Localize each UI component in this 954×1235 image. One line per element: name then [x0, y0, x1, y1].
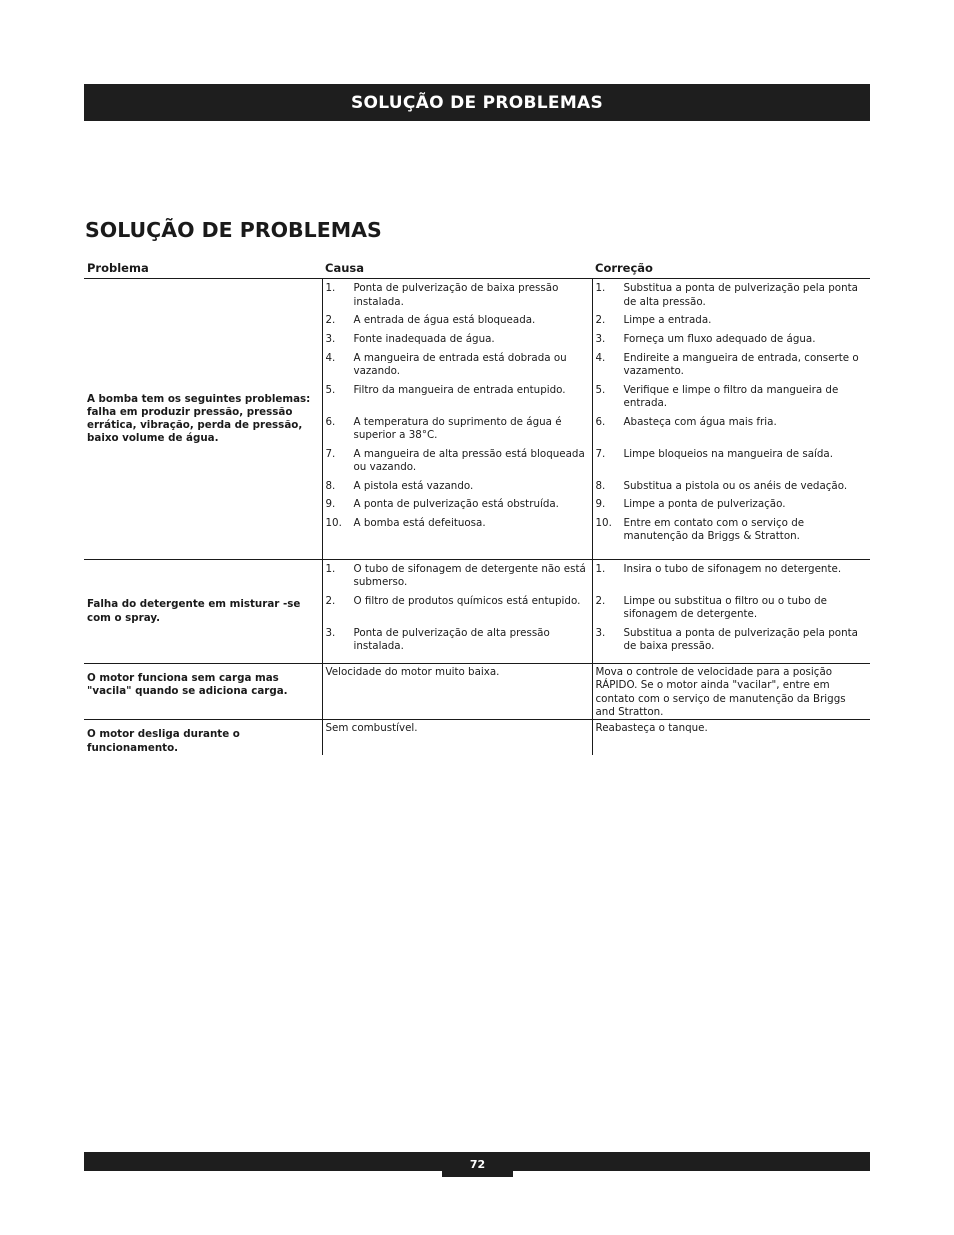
- list-item: 8. A pistola está vazando.: [325, 479, 474, 492]
- table-row: [84, 720, 870, 755]
- list-item: 3. Ponta de pulverização de alta pressão instalada.: [325, 627, 550, 653]
- column-header-cause: Causa: [322, 258, 592, 279]
- table-row: [84, 279, 870, 560]
- fix-cell: [592, 560, 870, 664]
- header-title: SOLUÇÃO DE PROBLEMAS: [350, 92, 604, 113]
- list-item: 2. A entrada de água está bloqueada.: [325, 314, 536, 327]
- cause-cell: Sem combustível.: [322, 720, 592, 755]
- list-item: 1. Insira o tubo de sifonagem no detergente.: [595, 563, 842, 576]
- problem-cell: Falha do detergente em misturar -se com o spray.: [84, 560, 322, 664]
- fix-cell: Reabasteça o tanque.: [592, 720, 870, 755]
- list-item: 1. O tubo de sifonagem de detergente não está submerso.: [325, 563, 586, 589]
- table-row: [84, 664, 870, 720]
- page-number-label: 72: [469, 1158, 486, 1171]
- page-number: [442, 1152, 513, 1177]
- cause-cell: [322, 279, 592, 560]
- section-title: SOLUÇÃO DE PROBLEMAS: [85, 218, 382, 242]
- list-item: 9. A ponta de pulverização está obstruída.: [325, 498, 559, 511]
- list-item: 3. Substitua a ponta de pulverização pela ponta de baixa pressão.: [595, 627, 858, 653]
- list-item: 9. Limpe a ponta de pulverização.: [595, 498, 786, 511]
- list-item: 10. A bomba está defeituosa.: [325, 517, 486, 530]
- fix-cell: [592, 279, 870, 560]
- table-row: [84, 560, 870, 664]
- list-item: 6. Abasteça com água mais fria.: [595, 415, 777, 428]
- table-header-row: [84, 258, 870, 279]
- fix-cell: Mova o controle de velocidade para a posição RÁPIDO. Se o motor ainda "vacilar", entre em contato com o serviço de manutenção da Briggs and Stratton.: [592, 664, 870, 720]
- troubleshooting-table: [84, 258, 870, 755]
- list-item: 4. A mangueira de entrada está dobrada ou vazando.: [325, 351, 567, 377]
- list-item: 6. A temperatura do suprimento de água é superior a 38°C.: [325, 415, 562, 441]
- list-item: 4. Endireite a mangueira de entrada, conserte o vazamento.: [595, 351, 859, 377]
- list-item: 10. Entre em contato com o serviço de manutenção da Briggs & Stratton.: [595, 517, 805, 543]
- header-bar: [84, 84, 870, 121]
- list-item: 7. A mangueira de alta pressão está bloqueada ou vazando.: [325, 447, 585, 473]
- list-item: 1. Substitua a ponta de pulverização pela ponta de alta pressão.: [595, 282, 858, 308]
- column-header-fix: Correção: [592, 258, 870, 279]
- list-item: 3. Forneça um fluxo adequado de água.: [595, 332, 816, 345]
- list-item: 8. Substitua a pistola ou os anéis de vedação.: [595, 479, 848, 492]
- list-item: 5. Verifique e limpe o filtro da mangueira de entrada.: [595, 383, 839, 409]
- problem-cell: A bomba tem os seguintes problemas: falha em produzir pressão, pressão errática, vibração, perda de pressão, baixo volume de água.: [84, 279, 322, 560]
- column-header-problem: Problema: [84, 258, 322, 279]
- list-item: 3. Fonte inadequada de água.: [325, 332, 495, 345]
- list-item: 7. Limpe bloqueios na mangueira de saída.: [595, 447, 834, 460]
- list-item: 2. Limpe ou substitua o filtro ou o tubo de sifonagem de detergente.: [595, 595, 827, 621]
- problem-cell: O motor desliga durante o funcionamento.: [87, 728, 240, 754]
- cause-cell: [322, 560, 592, 664]
- cause-cell: Velocidade do motor muito baixa.: [322, 664, 592, 720]
- list-item: 1. Ponta de pulverização de baixa pressão instalada.: [325, 282, 559, 308]
- list-item: 5. Filtro da mangueira de entrada entupido.: [325, 383, 566, 396]
- list-item: 2. Limpe a entrada.: [595, 314, 712, 327]
- list-item: 2. O filtro de produtos químicos está entupido.: [325, 595, 581, 608]
- problem-cell: O motor funciona sem carga mas "vacila" quando se adiciona carga.: [84, 664, 322, 720]
